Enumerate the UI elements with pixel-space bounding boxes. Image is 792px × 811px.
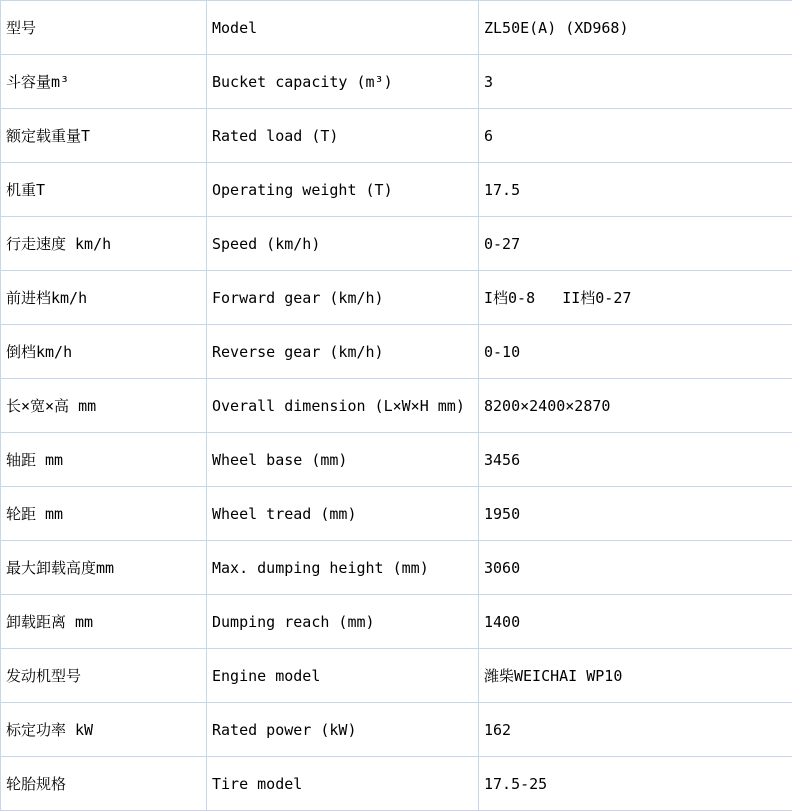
cn-label: 最大卸载高度mm bbox=[1, 541, 207, 595]
en-label: Dumping reach (mm) bbox=[207, 595, 479, 649]
en-label: Wheel base (mm) bbox=[207, 433, 479, 487]
en-label: Overall dimension (L×W×H mm) bbox=[207, 379, 479, 433]
table-row-max-dumping-height bbox=[1, 541, 792, 595]
cn-label: 斗容量m³ bbox=[1, 55, 207, 109]
spec-value: 17.5-25 bbox=[479, 757, 792, 811]
table-row-wheel-tread bbox=[1, 487, 792, 541]
spec-value: 3060 bbox=[479, 541, 792, 595]
table-row-tire-model bbox=[1, 757, 792, 811]
spec-value: 3456 bbox=[479, 433, 792, 487]
spec-value: 162 bbox=[479, 703, 792, 757]
cn-label: 行走速度 km/h bbox=[1, 217, 207, 271]
en-label: Max. dumping height (mm) bbox=[207, 541, 479, 595]
en-label: Operating weight (T) bbox=[207, 163, 479, 217]
cn-label: 标定功率 kW bbox=[1, 703, 207, 757]
en-label: Engine model bbox=[207, 649, 479, 703]
en-label: Wheel tread (mm) bbox=[207, 487, 479, 541]
en-label: Model bbox=[207, 1, 479, 55]
table-row-rated-power bbox=[1, 703, 792, 757]
spec-value: 6 bbox=[479, 109, 792, 163]
table-row-wheel-base bbox=[1, 433, 792, 487]
spec-value: 17.5 bbox=[479, 163, 792, 217]
table-row-reverse-gear bbox=[1, 325, 792, 379]
table-row-forward-gear bbox=[1, 271, 792, 325]
en-label: Reverse gear (km/h) bbox=[207, 325, 479, 379]
en-label: Speed (km/h) bbox=[207, 217, 479, 271]
table-row-dumping-reach bbox=[1, 595, 792, 649]
en-label: Tire model bbox=[207, 757, 479, 811]
en-label: Rated power (kW) bbox=[207, 703, 479, 757]
spec-value: I档0-8 II档0-27 bbox=[479, 271, 792, 325]
en-label: Bucket capacity (m³) bbox=[207, 55, 479, 109]
cn-label: 额定载重量T bbox=[1, 109, 207, 163]
cn-label: 前进档km/h bbox=[1, 271, 207, 325]
spec-value: ZL50E(A) (XD968) bbox=[479, 1, 792, 55]
cn-label: 型号 bbox=[1, 1, 207, 55]
table-row-model bbox=[1, 1, 792, 55]
cn-label: 卸载距离 mm bbox=[1, 595, 207, 649]
table-row-engine-model bbox=[1, 649, 792, 703]
table-row-bucket-capacity bbox=[1, 55, 792, 109]
en-label: Forward gear (km/h) bbox=[207, 271, 479, 325]
spec-value: 潍柴WEICHAI WP10 bbox=[479, 649, 792, 703]
cn-label: 发动机型号 bbox=[1, 649, 207, 703]
table-row-speed bbox=[1, 217, 792, 271]
spec-value: 0-27 bbox=[479, 217, 792, 271]
cn-label: 长×宽×高 mm bbox=[1, 379, 207, 433]
table-row-operating-weight bbox=[1, 163, 792, 217]
table-row-overall-dimension bbox=[1, 379, 792, 433]
cn-label: 轮胎规格 bbox=[1, 757, 207, 811]
spec-value: 0-10 bbox=[479, 325, 792, 379]
cn-label: 倒档km/h bbox=[1, 325, 207, 379]
table-row-rated-load bbox=[1, 109, 792, 163]
cn-label: 轮距 mm bbox=[1, 487, 207, 541]
spec-value: 1950 bbox=[479, 487, 792, 541]
cn-label: 机重T bbox=[1, 163, 207, 217]
spec-value: 3 bbox=[479, 55, 792, 109]
cn-label: 轴距 mm bbox=[1, 433, 207, 487]
en-label: Rated load (T) bbox=[207, 109, 479, 163]
spec-value: 1400 bbox=[479, 595, 792, 649]
spec-value: 8200×2400×2870 bbox=[479, 379, 792, 433]
